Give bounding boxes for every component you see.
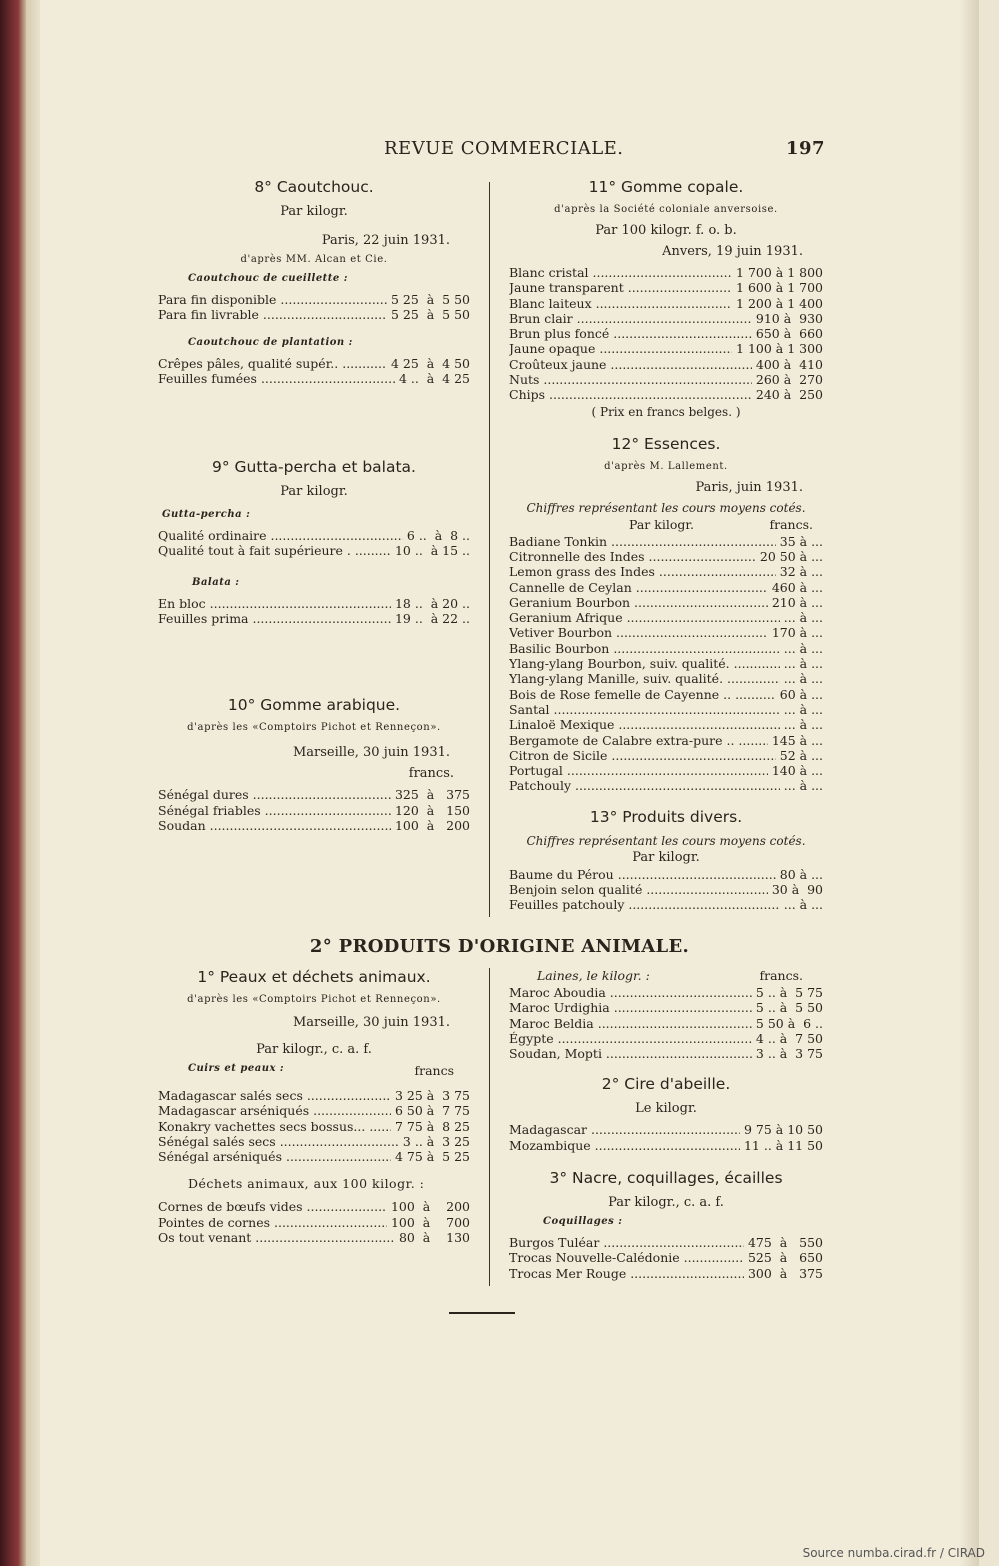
subsection-label: Caoutchouc de cueillette :	[188, 273, 348, 284]
product-name: Patchouly .....	[509, 778, 780, 793]
price-row	[509, 1016, 823, 1031]
section-title: 12° Essences.	[611, 434, 721, 453]
price-row	[158, 1103, 470, 1118]
product-name: Para fin disponible .....	[158, 292, 387, 307]
price-row	[509, 387, 823, 402]
price-value: 4 25 à 4 50	[390, 355, 470, 371]
subsection-label: Balata :	[192, 576, 240, 588]
price-value: 1 600 à 1 700	[736, 280, 823, 296]
price-value: 60 à ...	[779, 686, 823, 702]
product-name: Sénégal friables .....	[158, 803, 391, 818]
product-name: Bergamote de Calabre extra-pure .. .....	[509, 733, 768, 748]
section-title: 13° Produits divers.	[589, 807, 743, 826]
binding-gutter	[26, 0, 40, 1566]
product-name: Maroc Urdighia .....	[509, 1000, 752, 1015]
place-date: Anvers, 19 juin 1931.	[662, 244, 803, 259]
price-value: ... à ...	[783, 897, 823, 913]
price-row	[158, 543, 470, 558]
product-name: Trocas Nouvelle-Calédonie .....	[509, 1250, 744, 1265]
section-title: 9° Gutta-percha et balata.	[212, 458, 416, 477]
price-value: 240 à 250	[755, 387, 823, 403]
unit-label: Par kilogr., c. a. f.	[256, 1042, 372, 1057]
price-row	[509, 641, 823, 656]
price-value: 30 à 90	[771, 882, 823, 898]
product-name: Madagascar .....	[509, 1122, 740, 1137]
product-name: Nuts .....	[509, 372, 752, 387]
note: Chiffres représentant les cours moyens cotés.	[526, 833, 806, 848]
price-row	[509, 671, 823, 686]
end-rule	[449, 1312, 515, 1314]
price-value: 100 à 200	[390, 1199, 470, 1215]
price-row	[509, 265, 823, 280]
currency-label: francs.	[408, 766, 454, 782]
price-value: 1 200 à 1 400	[736, 295, 823, 311]
product-name: Os tout venant .....	[158, 1230, 395, 1245]
price-value: ... à ...	[783, 656, 823, 672]
currency-label: francs	[414, 1063, 454, 1078]
price-value: 525 à 650	[747, 1250, 823, 1266]
subsection-label: Caoutchouc de plantation :	[188, 336, 353, 348]
price-list	[158, 356, 470, 387]
price-row	[509, 687, 823, 702]
price-value: 325 à 375	[394, 787, 470, 803]
price-value: 100 à 700	[390, 1214, 470, 1230]
price-row	[158, 356, 470, 371]
price-row	[158, 528, 470, 543]
price-list	[158, 596, 470, 627]
price-value: 80 à 130	[398, 1230, 470, 1246]
price-value: 260 à 270	[755, 372, 823, 388]
product-name: Linaloë Mexique .....	[509, 717, 780, 732]
unit-label: Le kilogr.	[635, 1101, 697, 1117]
section-arabique	[158, 696, 470, 833]
price-row	[158, 1230, 470, 1245]
product-name: Feuilles patchouly .....	[509, 897, 780, 912]
units-header	[158, 1063, 470, 1078]
section-title: 8° Caoutchouc.	[254, 178, 374, 196]
section-gutta	[158, 458, 470, 626]
product-name: Soudan, Mopti .....	[509, 1046, 752, 1061]
section-title: 10° Gomme arabique.	[227, 696, 401, 715]
product-name: Égypte .....	[509, 1031, 752, 1046]
source-line: d'après les «Comptoirs Pichot et Renneçon».	[187, 994, 441, 1005]
price-row	[509, 733, 823, 748]
price-value: 32 à ...	[779, 564, 823, 580]
price-value: ... à ...	[783, 671, 823, 687]
left-column-top	[158, 178, 470, 833]
product-name: Ylang-ylang Bourbon, suiv. qualité. .....	[509, 656, 780, 671]
price-value: 18 .. à 20 ..	[394, 595, 470, 611]
price-row	[509, 580, 823, 595]
product-name: Trocas Mer Rouge .....	[509, 1266, 744, 1281]
product-name: Santal .....	[509, 702, 780, 717]
column-divider	[489, 182, 490, 917]
subsection-label: Déchets animaux, aux 100 kilogr. :	[188, 1176, 425, 1192]
unit-label: Par 100 kilogr. f. o. b.	[595, 223, 737, 238]
price-value: 1 100 à 1 300	[736, 341, 823, 357]
section-title: 1° Peaux et déchets animaux.	[197, 968, 431, 986]
price-value: 4 .. à 7 50	[755, 1030, 823, 1046]
section-cire	[509, 1075, 823, 1153]
product-name: Sénégal dures .....	[158, 787, 391, 802]
product-name: Para fin livrable .....	[158, 307, 387, 322]
price-value: 5 50 à 6 ..	[755, 1015, 823, 1031]
price-row	[509, 1031, 823, 1046]
product-name: Burgos Tuléar .....	[509, 1235, 744, 1250]
price-value: 210 à ...	[771, 594, 823, 610]
section-title: 2° Cire d'abeille.	[601, 1075, 731, 1094]
product-name: Portugal .....	[509, 763, 768, 778]
price-value: 20 50 à ...	[759, 548, 823, 564]
page-edge	[959, 0, 979, 1566]
price-row	[158, 1088, 470, 1103]
price-value: 3 .. à 3 75	[755, 1046, 823, 1062]
unit-label: Par kilogr.	[629, 516, 694, 532]
price-list	[158, 1199, 470, 1245]
price-value: 9 75 à 10 50	[743, 1122, 823, 1138]
price-row	[158, 1134, 470, 1149]
place-date: Marseille, 30 juin 1931.	[292, 1015, 450, 1030]
section-laines	[509, 968, 823, 1061]
product-name: Qualité tout à fait supérieure . .....	[158, 543, 391, 558]
price-row	[158, 1149, 470, 1164]
source-line: d'après MM. Alcan et Cie.	[240, 254, 388, 265]
product-name: Benjoin selon qualité .....	[509, 882, 768, 897]
place-date: Paris, 22 juin 1931.	[321, 233, 450, 248]
price-row	[158, 803, 470, 818]
price-row	[509, 656, 823, 671]
product-name: Konakry vachettes secs bossus... .....	[158, 1119, 391, 1134]
product-name: Basilic Bourbon .....	[509, 641, 780, 656]
price-value: 52 à ...	[779, 747, 823, 763]
section-title: 3° Nacre, coquillages, écailles	[549, 1169, 783, 1188]
running-head: REVUE COMMERCIALE.	[384, 138, 624, 159]
unit-label: Par kilogr., c. a. f.	[608, 1195, 724, 1211]
price-value: 460 à ...	[771, 579, 823, 595]
product-name: Cornes de bœufs vides .....	[158, 1199, 387, 1214]
note: ( Prix en francs belges. )	[591, 404, 741, 419]
price-row	[158, 371, 470, 386]
price-row	[509, 341, 823, 356]
units-header	[509, 517, 823, 532]
section-essences	[509, 435, 823, 794]
product-name: Brun clair .....	[509, 311, 752, 326]
price-row	[509, 882, 823, 897]
section-divers	[509, 808, 823, 913]
price-value: 650 à 660	[755, 326, 823, 342]
product-name: Brun plus foncé .....	[509, 326, 752, 341]
price-value: 300 à 375	[747, 1265, 823, 1281]
product-name: Chips .....	[509, 387, 752, 402]
right-column-bottom	[509, 968, 823, 1281]
product-name: Pointes de cornes .....	[158, 1215, 387, 1230]
price-row	[509, 549, 823, 564]
source-line: d'après les «Comptoirs Pichot et Renneçon».	[187, 722, 441, 734]
price-value: 1 700 à 1 800	[736, 265, 823, 280]
price-value: 35 à ...	[779, 533, 823, 549]
price-row	[509, 897, 823, 912]
place-date: Paris, juin 1931.	[695, 479, 803, 495]
left-column-bottom	[158, 968, 470, 1245]
product-name: Maroc Beldia .....	[509, 1016, 752, 1031]
price-value: 6 50 à 7 75	[394, 1103, 470, 1119]
price-row	[509, 625, 823, 640]
price-row	[158, 787, 470, 802]
price-value: ... à ...	[783, 610, 823, 626]
product-name: Baume du Pérou .....	[509, 867, 776, 882]
price-value: 19 .. à 22 ..	[394, 611, 470, 627]
product-name: Feuilles prima .....	[158, 611, 391, 626]
product-name: Croûteux jaune .....	[509, 357, 752, 372]
page-number: 197	[786, 138, 826, 159]
price-value: 400 à 410	[755, 356, 823, 372]
price-value: 910 à 930	[755, 310, 823, 326]
place-date: Marseille, 30 juin 1931.	[292, 745, 450, 761]
price-row	[509, 296, 823, 311]
price-list	[158, 528, 470, 559]
section-caoutchouc	[158, 178, 470, 386]
subsection-label: Cuirs et peaux :	[188, 1063, 285, 1074]
price-value: 3 25 à 3 75	[394, 1088, 470, 1103]
product-name: Cannelle de Ceylan .....	[509, 580, 768, 595]
price-row	[509, 372, 823, 387]
currency-label: francs.	[769, 516, 813, 532]
price-row	[158, 1199, 470, 1214]
price-row	[509, 564, 823, 579]
column-divider	[489, 968, 490, 1286]
price-list	[509, 985, 823, 1061]
right-column-top	[509, 178, 823, 913]
source-line: d'après la Société coloniale anversoise.	[554, 204, 778, 215]
product-name: Jaune transparent .....	[509, 280, 732, 295]
product-name: Maroc Aboudia .....	[509, 985, 752, 1000]
product-name: Vetiver Bourbon .....	[509, 625, 768, 640]
price-value: 5 25 à 5 50	[390, 292, 470, 307]
price-row	[158, 596, 470, 611]
price-value: 7 75 à 8 25	[394, 1118, 470, 1134]
product-name: Ylang-ylang Manille, suiv. qualité. .....	[509, 671, 780, 686]
product-name: Blanc cristal .....	[509, 265, 732, 280]
price-row	[509, 748, 823, 763]
product-name: Mozambique .....	[509, 1138, 740, 1153]
price-row	[158, 292, 470, 307]
price-value: 120 à 150	[394, 802, 470, 818]
price-row	[509, 867, 823, 882]
price-value: 100 à 200	[394, 817, 470, 833]
currency-label: francs.	[759, 968, 803, 983]
price-list	[509, 534, 823, 794]
price-row	[158, 611, 470, 626]
price-list	[509, 1122, 823, 1153]
price-value: 170 à ...	[771, 625, 823, 641]
price-list	[158, 292, 470, 323]
source-credit: Source numba.cirad.fr / CIRAD	[802, 1546, 985, 1560]
product-name: Madagascar arséniqués .....	[158, 1103, 391, 1118]
book-binding	[0, 0, 26, 1566]
price-value: 3 .. à 3 25	[402, 1133, 470, 1149]
price-row	[509, 717, 823, 732]
price-value: 5 .. à 5 50	[755, 1000, 823, 1016]
price-value: 475 à 550	[747, 1235, 823, 1251]
price-list	[158, 787, 470, 833]
unit-label: Par kilogr.	[280, 484, 348, 500]
price-row	[509, 702, 823, 717]
product-name: Sénégal salés secs .....	[158, 1134, 399, 1149]
price-row	[509, 1046, 823, 1061]
price-row	[509, 1138, 823, 1153]
section-peaux	[158, 968, 470, 1245]
price-row	[509, 610, 823, 625]
price-list	[509, 1235, 823, 1281]
price-list	[158, 1088, 470, 1164]
unit-label: Par kilogr.	[280, 204, 348, 219]
section-copale	[509, 178, 823, 419]
price-row	[158, 818, 470, 833]
product-name: Feuilles fumées .....	[158, 371, 395, 386]
product-name: Badiane Tonkin .....	[509, 534, 776, 549]
section-nacre	[509, 1169, 823, 1281]
source-line: d'après M. Lallement.	[604, 460, 728, 472]
price-row	[158, 1215, 470, 1230]
product-name: Madagascar salés secs .....	[158, 1088, 391, 1103]
product-name: En bloc .....	[158, 596, 391, 611]
product-name: Geranium Bourbon .....	[509, 595, 768, 610]
price-value: ... à ...	[783, 701, 823, 717]
price-value: 10 .. à 15 ..	[394, 543, 470, 559]
price-row	[509, 763, 823, 778]
price-value: 6 .. à 8 ..	[406, 528, 470, 544]
price-row	[509, 280, 823, 295]
product-name: Blanc laiteux .....	[509, 296, 732, 311]
price-value: ... à ...	[783, 717, 823, 733]
price-value: ... à ...	[783, 778, 823, 794]
price-row	[509, 326, 823, 341]
price-list	[509, 265, 823, 403]
part-title: 2° PRODUITS D'ORIGINE ANIMALE.	[309, 936, 690, 957]
units-header	[509, 968, 823, 983]
price-row	[509, 1235, 823, 1250]
product-name: Lemon grass des Indes .....	[509, 564, 776, 579]
price-value: 80 à ...	[779, 866, 823, 882]
price-row	[509, 985, 823, 1000]
product-name: Jaune opaque .....	[509, 341, 732, 356]
product-name: Citron de Sicile .....	[509, 748, 776, 763]
product-name: Qualité ordinaire .....	[158, 528, 403, 543]
price-row	[509, 595, 823, 610]
product-name: Sénégal arséniqués .....	[158, 1149, 391, 1164]
price-value: 4 .. à 4 25	[398, 370, 470, 386]
price-value: 5 25 à 5 50	[390, 307, 470, 323]
price-row	[509, 357, 823, 372]
price-value: 5 .. à 5 75	[755, 985, 823, 1000]
price-row	[509, 1250, 823, 1265]
price-value: 140 à ...	[771, 763, 823, 779]
price-row	[509, 311, 823, 326]
note: Chiffres représentant les cours moyens cotés.	[526, 500, 806, 515]
price-row	[509, 534, 823, 549]
price-row	[509, 1122, 823, 1137]
product-name: Geranium Afrique .....	[509, 610, 780, 625]
price-row	[509, 778, 823, 793]
product-name: Bois de Rose femelle de Cayenne .. .....	[509, 687, 776, 702]
subsection-label: Gutta-percha :	[162, 509, 251, 521]
price-value: 145 à ...	[771, 732, 823, 748]
price-value: 11 .. à 11 50	[743, 1137, 823, 1153]
subsection-label: Laines, le kilogr. :	[537, 968, 650, 983]
product-name: Soudan .....	[158, 818, 391, 833]
price-value: 4 75 à 5 25	[394, 1149, 470, 1165]
product-name: Crêpes pâles, qualité supér.. .....	[158, 356, 387, 371]
unit-label: Par kilogr.	[632, 849, 700, 865]
product-name: Citronnelle des Indes .....	[509, 549, 756, 564]
price-row	[158, 1119, 470, 1134]
price-row	[509, 1266, 823, 1281]
subsection-label: Coquillages :	[543, 1216, 623, 1228]
price-list	[509, 867, 823, 913]
price-row	[509, 1000, 823, 1015]
price-value: ... à ...	[783, 640, 823, 656]
section-title: 11° Gomme copale.	[588, 178, 744, 196]
price-row	[158, 307, 470, 322]
